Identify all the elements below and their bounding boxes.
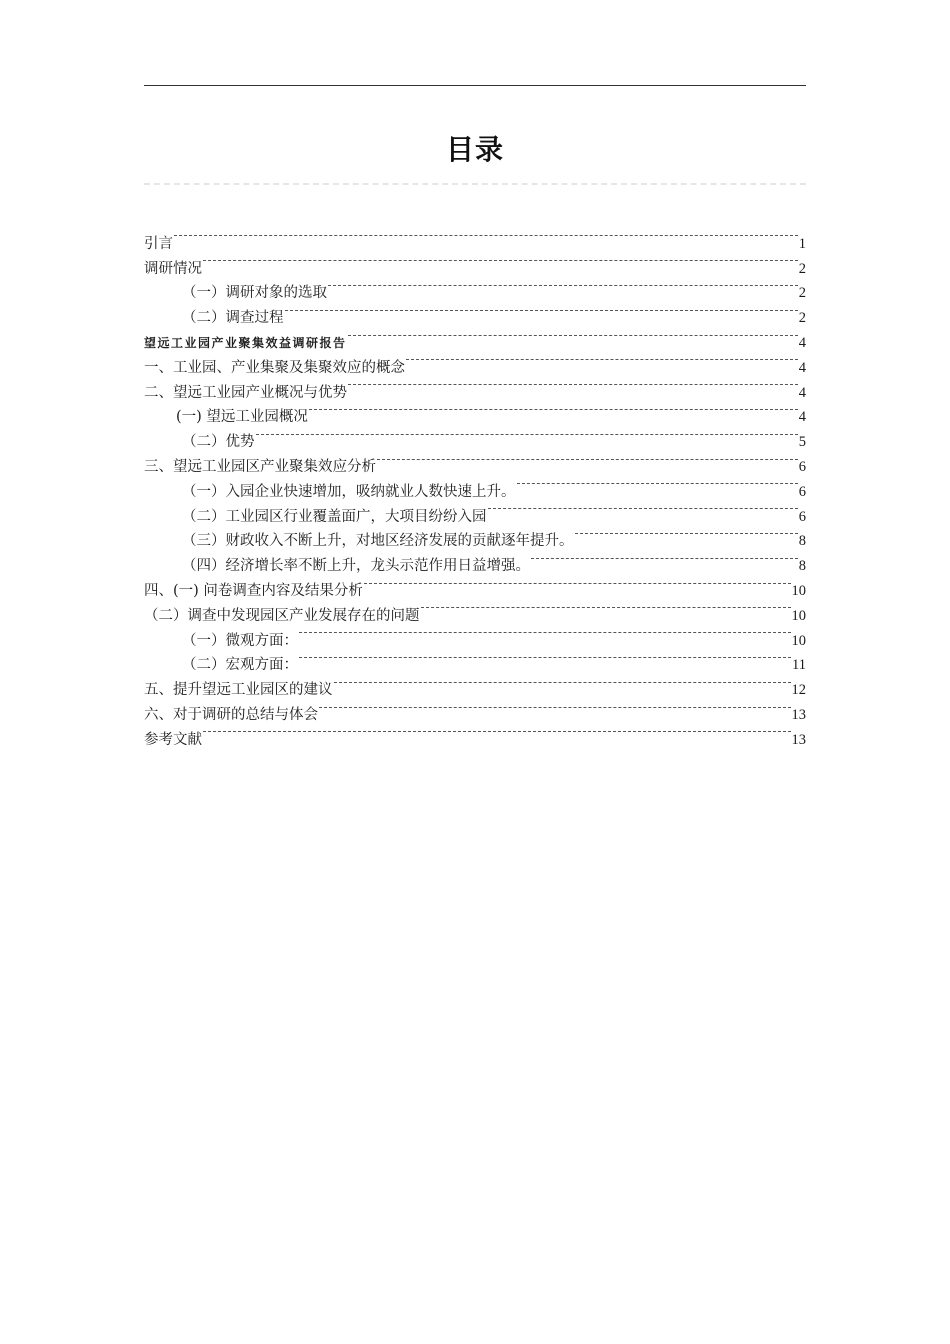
toc-entry-page-number: 13 xyxy=(791,731,806,748)
page-title: 目录 xyxy=(445,133,504,166)
toc-dot-leader xyxy=(348,372,798,397)
toc-entry-page-number: 6 xyxy=(798,483,806,500)
toc-dot-leader xyxy=(309,397,798,422)
toc-entry-page-number: 2 xyxy=(798,310,806,327)
toc-dot-leader xyxy=(285,297,798,322)
toc-dot-leader xyxy=(299,620,791,645)
toc-entry-title: 调研情况 xyxy=(144,260,202,277)
toc-entry-title: （一）调研对象的选取 xyxy=(182,285,327,302)
toc-entry[interactable] xyxy=(144,273,806,302)
toc-entry-page-number: 13 xyxy=(791,706,806,723)
toc-dot-leader xyxy=(348,322,798,347)
toc-entry-page-number: 10 xyxy=(791,607,806,624)
toc-dot-leader xyxy=(575,521,798,546)
header-rule xyxy=(144,85,806,86)
toc-entry[interactable] xyxy=(144,719,806,748)
toc-dot-leader xyxy=(328,273,798,298)
toc-entry-title: （二）优势 xyxy=(182,434,255,451)
toc-dot-leader xyxy=(299,645,791,670)
toc-dot-leader xyxy=(488,496,798,521)
toc-dot-leader xyxy=(377,446,798,471)
toc-entry-page-number: 8 xyxy=(798,533,806,550)
toc-entry-page-number: 5 xyxy=(798,434,806,451)
toc-entry-title: 六、对于调研的总结与体会 xyxy=(144,706,318,723)
toc-dot-leader xyxy=(319,694,791,719)
toc-entry[interactable] xyxy=(144,223,806,252)
toc-dot-leader xyxy=(256,421,798,446)
toc-entry-page-number: 1 xyxy=(798,235,806,252)
toc-entry-page-number: 6 xyxy=(798,508,806,525)
table-of-contents xyxy=(144,223,806,748)
toc-entry-title: 望远工业园产业聚集效益调研报告 xyxy=(144,335,347,350)
toc-entry-title: 四、(一) 问卷调查内容及结果分析 xyxy=(144,582,363,599)
toc-entry-title: （二）调查中发现园区产业发展存在的问题 xyxy=(144,607,420,624)
toc-entry-page-number: 10 xyxy=(791,632,806,649)
title-divider xyxy=(144,183,806,185)
toc-entry-title: （二）调查过程 xyxy=(182,310,284,327)
toc-entry-title: 二、望远工业园产业概况与优势 xyxy=(144,384,347,401)
toc-dot-leader xyxy=(517,471,798,496)
toc-entry-page-number: 11 xyxy=(792,657,806,674)
toc-entry-title: （二）宏观方面： xyxy=(182,657,298,674)
toc-entry-page-number: 2 xyxy=(798,285,806,302)
toc-entry-page-number: 4 xyxy=(798,409,806,426)
toc-entry-title: （二）工业园区行业覆盖面广，大项目纷纷入园 xyxy=(182,508,487,525)
toc-dot-leader xyxy=(203,719,791,744)
toc-dot-leader xyxy=(421,595,791,620)
toc-entry-title: （一）微观方面： xyxy=(182,632,298,649)
toc-dot-leader xyxy=(364,570,791,595)
toc-entry-page-number: 4 xyxy=(798,384,806,401)
toc-entry-title: 引言 xyxy=(144,235,173,252)
toc-entry-page-number: 4 xyxy=(798,359,806,376)
toc-entry-title: 五、提升望远工业园区的建议 xyxy=(144,682,333,699)
toc-entry-title: (一) 望远工业园概况 xyxy=(176,409,308,426)
toc-entry-title: 参考文献 xyxy=(144,731,202,748)
toc-entry-page-number: 6 xyxy=(798,458,806,475)
toc-entry-page-number: 10 xyxy=(791,582,806,599)
toc-entry-page-number: 2 xyxy=(798,260,806,277)
toc-dot-leader xyxy=(174,223,798,248)
toc-entry-title: （三）财政收入不断上升，对地区经济发展的贡献逐年提升。 xyxy=(182,533,574,550)
toc-dot-leader xyxy=(406,347,798,372)
toc-entry-page-number: 8 xyxy=(798,558,806,575)
toc-dot-leader xyxy=(531,545,798,570)
toc-entry[interactable] xyxy=(144,248,806,277)
toc-dot-leader xyxy=(203,248,798,273)
toc-entry-page-number: 12 xyxy=(791,682,806,699)
toc-entry-title: （一）入园企业快速增加，吸纳就业人数快速上升。 xyxy=(182,483,516,500)
toc-entry-page-number: 4 xyxy=(798,334,806,351)
toc-entry-title: （四）经济增长率不断上升，龙头示范作用日益增强。 xyxy=(182,558,530,575)
toc-dot-leader xyxy=(334,669,791,694)
toc-entry-title: 一、工业园、产业集聚及集聚效应的概念 xyxy=(144,359,405,376)
toc-entry-title: 三、望远工业园区产业聚集效应分析 xyxy=(144,458,376,475)
